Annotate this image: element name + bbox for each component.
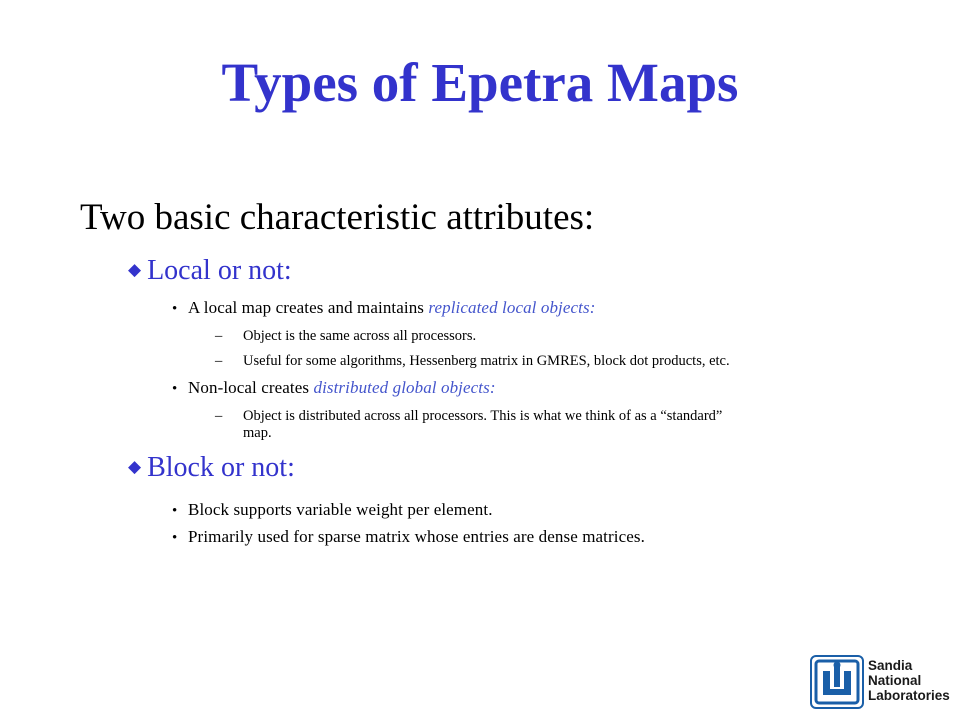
section-local (128, 255, 292, 287)
subitem (215, 328, 476, 345)
sandia-thunderbird-logo-icon (810, 655, 864, 709)
dash-bullet: – (215, 353, 223, 369)
bullet-dot-icon: • (172, 503, 178, 519)
section-label: Block or not: (147, 452, 295, 483)
subitem-text: Useful for some algorithms, Hessenberg matrix in GMRES, block dot products, etc. (243, 353, 730, 369)
bullet-text: A local map creates and maintains (188, 298, 429, 317)
bullet-dot-icon: • (172, 530, 178, 546)
bullet-block-sparse (172, 527, 645, 547)
bullet-accent: distributed global objects: (313, 378, 496, 397)
logo-line: National (868, 673, 922, 688)
bullet-text: Block supports variable weight per element. (188, 500, 493, 519)
logo-text (868, 658, 950, 703)
bullet-block-weight (172, 500, 493, 520)
bullet-text: Primarily used for sparse matrix whose entries are dense matrices. (188, 527, 645, 546)
subitem-text: map. (243, 425, 272, 441)
main-heading: Two basic characteristic attributes: (80, 197, 595, 238)
diamond-bullet-icon: ◆ (128, 259, 142, 279)
sandia-logo (810, 655, 950, 709)
diamond-bullet-icon: ◆ (128, 456, 142, 476)
subitem-text: Object is distributed across all processors. This is what we think of as a “standard” (243, 408, 723, 424)
subitem-continuation (215, 425, 272, 442)
bullet-accent: replicated local objects: (428, 298, 596, 317)
subitem-text: Object is the same across all processors. (243, 328, 477, 344)
section-label: Local or not: (147, 255, 292, 286)
subitem (215, 353, 730, 370)
dash-bullet: – (215, 328, 223, 344)
bullet-local-map (172, 298, 595, 318)
slide-title: Types of Epetra Maps (221, 52, 739, 113)
bullet-nonlocal (172, 378, 496, 398)
bullet-dot-icon: • (172, 381, 178, 397)
bullet-dot-icon: • (172, 301, 178, 317)
subitem (215, 408, 722, 425)
logo-line: Laboratories (868, 688, 950, 703)
bullet-text: Non-local creates (188, 378, 314, 397)
dash-bullet: – (215, 408, 223, 424)
section-block (128, 452, 295, 484)
logo-line: Sandia (868, 658, 913, 673)
